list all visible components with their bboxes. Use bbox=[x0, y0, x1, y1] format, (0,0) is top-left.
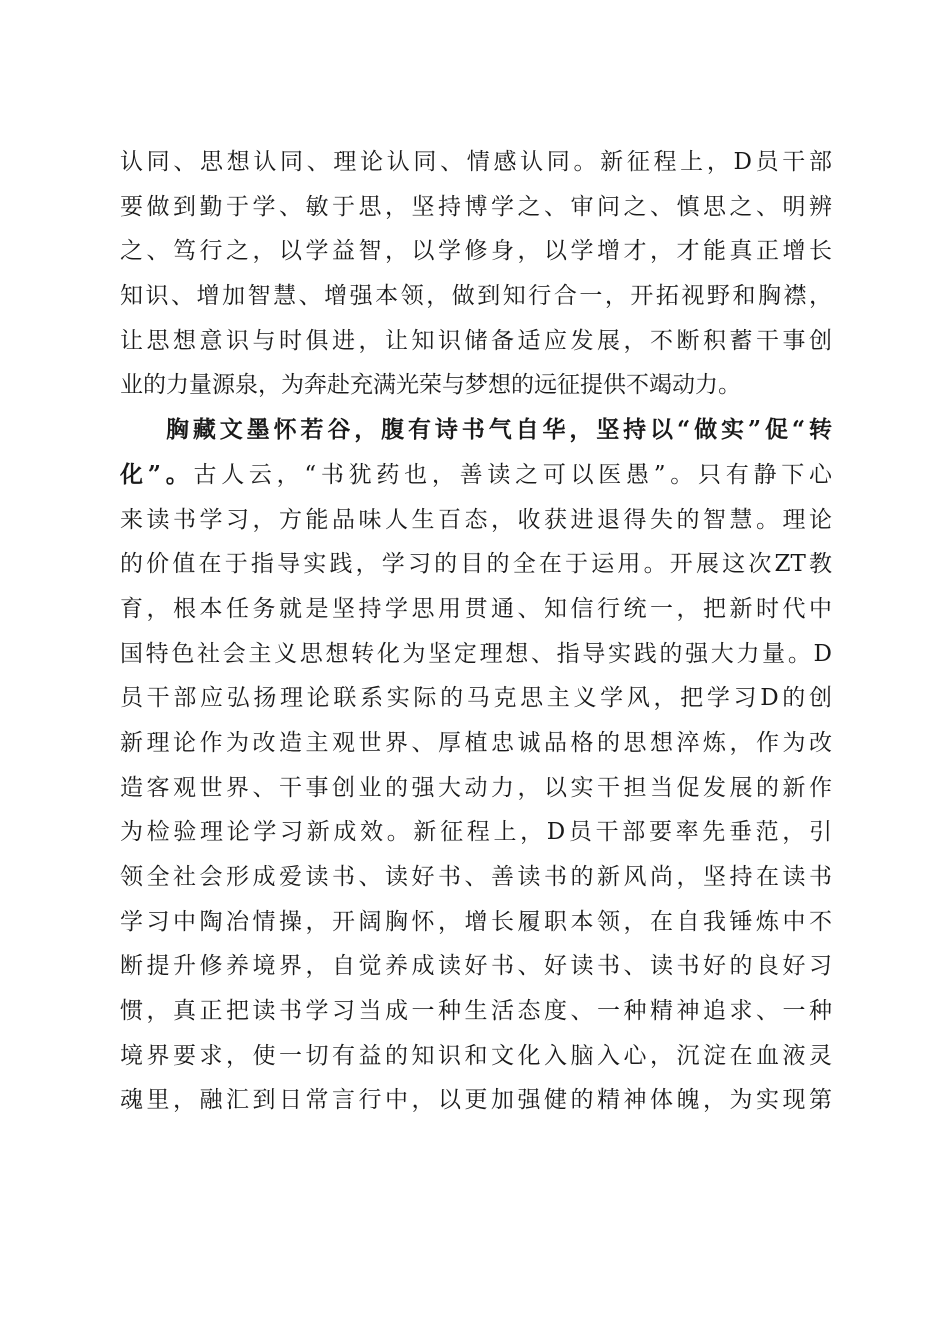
text-line: 学习中陶冶情操，开阔胸怀，增长履职本领，在自我锤炼中不 bbox=[120, 908, 832, 935]
text-line: 育，根本任务就是坚持学思用贯通、知信行统一，把新时代中 bbox=[120, 595, 832, 622]
text-line: 要做到勤于学、敏于思，坚持博学之、审问之、慎思之、明辨 bbox=[120, 193, 832, 220]
text-line: 知识、增加智慧、增强本领，做到知行合一，开拓视野和胸襟， bbox=[120, 283, 832, 310]
text-line: 领全社会形成爱读书、读好书、善读书的新风尚，坚持在读书 bbox=[120, 864, 832, 890]
text-line: 让思想意识与时俱进，让知识储备适应发展，不断积蓄干事创 bbox=[120, 327, 832, 354]
text-line: 业的力量源泉，为奔赴充满光荣与梦想的远征提供不竭动力。 bbox=[120, 372, 741, 399]
text-span: 古人云，“书犹药也，善读之可以医愚”。只有静下心 bbox=[193, 461, 832, 488]
text-line: 造客观世界、干事创业的强大动力，以实干担当促发展的新作 bbox=[120, 774, 832, 801]
text-line: 新理论作为改造主观世界、厚植忠诚品格的思想淬炼，作为改 bbox=[120, 729, 832, 756]
text-line: 来读书学习，方能品味人生百态，收获进退得失的智慧。理论 bbox=[120, 506, 832, 533]
text-line: 为检验理论学习新成效。新征程上，D员干部要率先垂范，引 bbox=[120, 819, 832, 846]
paragraph-2 bbox=[120, 408, 832, 1123]
text-line: 惯，真正把读书学习当成一种生活态度、一种精神追求、一种 bbox=[120, 998, 832, 1025]
text-line: 认同、思想认同、理论认同、情感认同。新征程上，D员干部 bbox=[120, 149, 832, 175]
text-line: 境界要求，使一切有益的知识和文化入脑入心，沉淀在血液灵 bbox=[120, 1042, 832, 1069]
paragraph-1 bbox=[120, 140, 832, 408]
text-line: 的价值在于指导实践，学习的目的全在于运用。开展这次ZT教 bbox=[120, 551, 832, 578]
text-line: 国特色社会主义思想转化为坚定理想、指导实践的强大力量。D bbox=[120, 640, 832, 667]
text-line: 员干部应弘扬理论联系实际的马克思主义学风，把学习D的创 bbox=[120, 685, 832, 712]
text-line: 魂里，融汇到日常言行中，以更加强健的精神体魄，为实现第 bbox=[120, 1087, 832, 1114]
text-line: 之、笃行之，以学益智，以学修身，以学增才，才能真正增长 bbox=[120, 238, 832, 265]
paragraph-heading: 胸藏文墨怀若谷，腹有诗书气自华，坚持以“做实”促“转 bbox=[166, 416, 832, 444]
document-body bbox=[120, 140, 832, 1123]
text-line bbox=[120, 453, 832, 498]
text-line: 断提升修养境界，自觉养成读好书、好读书、读书好的良好习 bbox=[120, 953, 832, 980]
paragraph-heading-end: 化”。 bbox=[120, 460, 194, 488]
